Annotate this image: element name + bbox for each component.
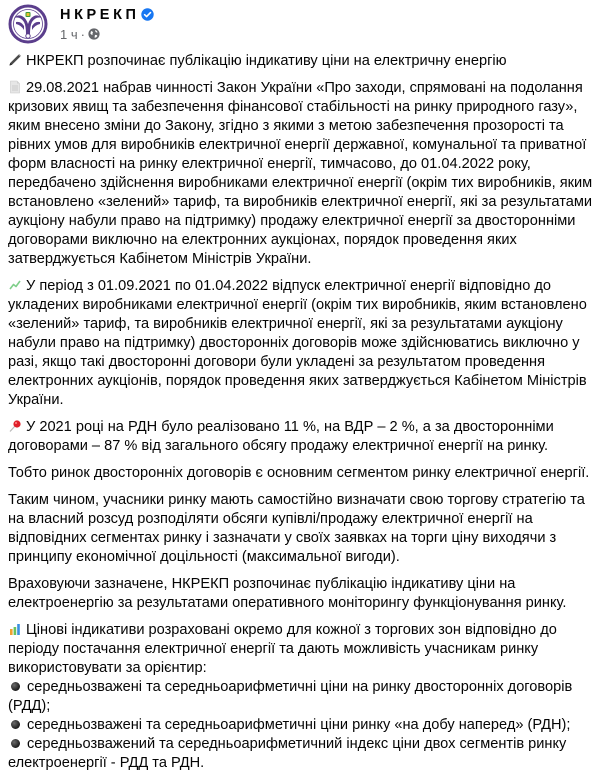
page-avatar[interactable] (8, 4, 48, 44)
paragraph-text: У період з 01.09.2021 по 01.04.2022 відпуск електричної енергії відповідно до укладених виробниками електричної енергії (окрім тих виробників, яким встановлено «зелений» тариф, та виробників електричної енергії, які за результатами аукціону набули право на підтримку) двосторонніх договорів може здійснюватись виключно у разі, якщо такі двосторонні договори були укладені за результатом проведення електронних аукціонів, порядок проведення яких затверджується Кабінетом Міністрів України. (8, 278, 587, 408)
paragraph-publication (8, 575, 598, 613)
globe-icon[interactable] (88, 28, 100, 40)
post-timestamp-link[interactable]: 1 ч (60, 26, 78, 42)
nkrekp-logo-icon (8, 4, 48, 44)
list-item-text: середньозважені та середньоарифметичні ціни ринку «на добу наперед» (РДН); (27, 717, 571, 733)
paragraph-text: Цінові індикативи розраховані окремо для кожної з торгових зон відповідно до періоду постачання електричної енергії та дають можливість учасникам ринку використовувати за орієнтир: (8, 622, 557, 676)
document-icon (8, 80, 22, 94)
paragraph-text: Таким чином, учасники ринку мають самостійно визначати свою торгову стратегію та на власний розсуд розподіляти обсяги купівлі/продажу електричної енергії на відповідних сегментах ринку і зазначати у своїх заявках на торги ціну виходячи з принципу економічної доцільності (максимальної вигоди). (8, 492, 585, 565)
post-title-line (8, 52, 598, 71)
verified-badge-icon (141, 8, 154, 21)
list-item-text: середньозважений та середньоарифметичний індекс ціни двох сегментів ринку електроенергії - РДД та РДН. (8, 736, 567, 771)
paragraph-text: Тобто ринок двосторонніх договорів є основним сегментом ринку електричної енергії. (8, 465, 590, 481)
post-title-text: НКРЕКП розпочинає публікацію індикативу ціни на електричну енергію (26, 53, 507, 69)
paragraph-text: Враховуючи зазначене, НКРЕКП розпочинає публікацію індикативу ціни на електроенергію за результатами оперативного моніторингу функціонування ринку. (8, 576, 567, 611)
paragraph-law (8, 79, 598, 269)
chart-increasing-icon (8, 278, 22, 292)
round-pushpin-icon (8, 419, 22, 433)
list-item-text: середньозважені та середньоарифметичні ціни на ринку двосторонніх договорів (РДД); (8, 679, 573, 714)
paragraph-text: У 2021 році на РДН було реалізовано 11 %, на ВДР – 2 %, а за двосторонніми договорами – 87 % від загального обсягу продажу електричної енергії на ринку. (8, 419, 554, 454)
post-body (8, 52, 598, 781)
black-circle-icon (11, 720, 20, 729)
paragraph-statistics (8, 418, 598, 456)
list-item (8, 735, 598, 773)
pencil-icon (8, 53, 22, 67)
list-item (8, 678, 598, 716)
paragraph-period (8, 277, 598, 410)
paragraph-text: 29.08.2021 набрав чинності Закон України «Про заходи, спрямовані на подолання кризових явищ та забезпечення фінансової стабільності на ринку природного газу», яким внесено зміни до Закону, згідно з якими з метою забезпечення прозорості та рівних умов для виробників електричної енергії державної, комунальної та приватної форм власності на ринку електричної енергії, тимчасово, до 01.04.2022 року, передбачено здійснення виробниками електричної енергії (окрім тих виробників, яким встановлено «зелений» тариф, та виробників електричної енергії, які за результатами аукціону набули право на підтримку) продажу електричної енергії за двосторонніми договорами виключно на електронних аукціонах, порядок проведення яких затверджується Кабінетом Міністрів України. (8, 80, 593, 267)
black-circle-icon (11, 739, 20, 748)
paragraph-strategy (8, 491, 598, 567)
meta-separator: · (80, 26, 85, 42)
page-name-link[interactable]: НКРЕКП (60, 6, 140, 23)
black-circle-icon (11, 682, 20, 691)
paragraph-indicatives (8, 621, 598, 773)
list-item (8, 716, 598, 735)
bar-chart-icon (8, 622, 22, 636)
paragraph-main-segment (8, 464, 598, 483)
post-header (8, 3, 154, 45)
